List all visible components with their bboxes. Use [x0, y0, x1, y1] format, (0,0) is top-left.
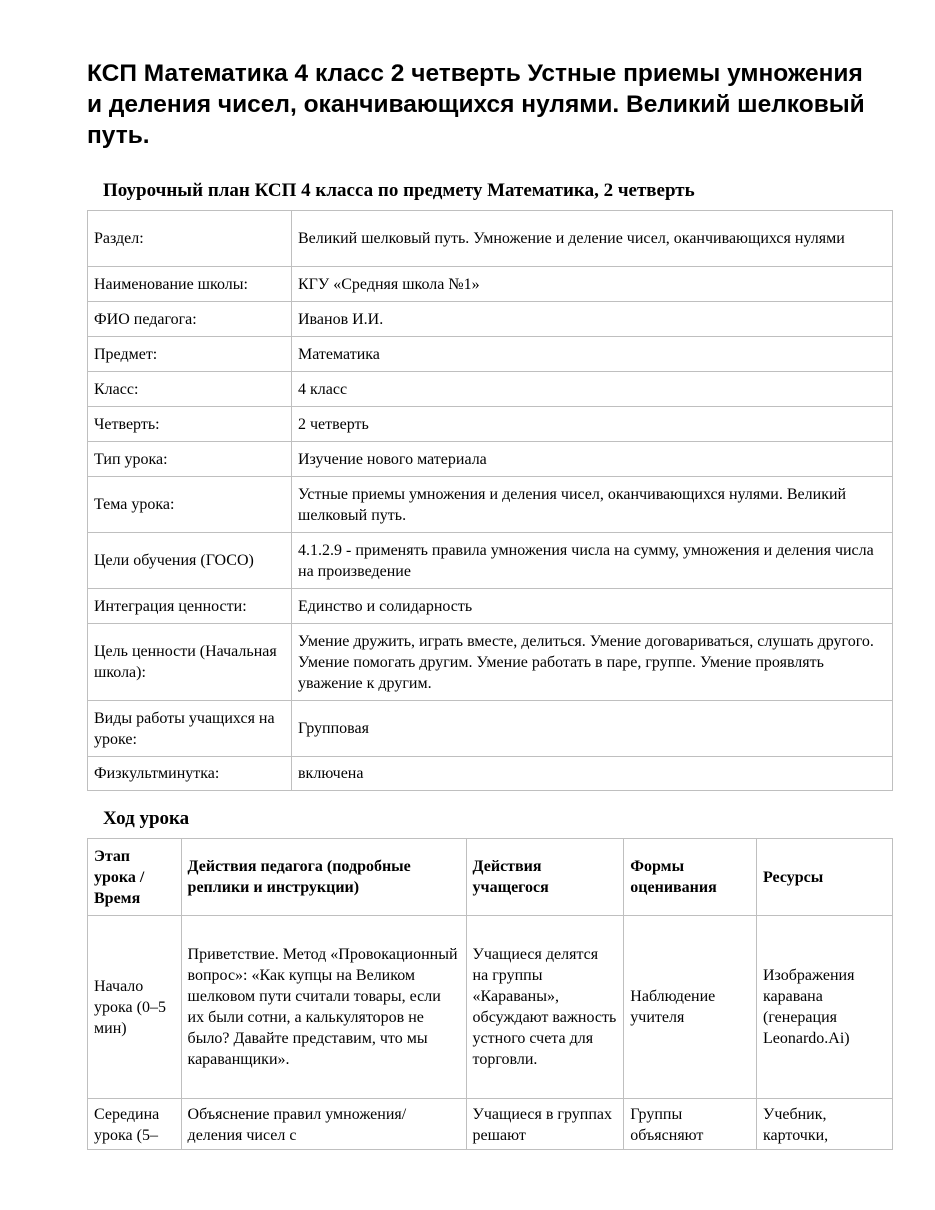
column-header-teacher-actions: Действия педагога (подробные реплики и инструкции) — [181, 839, 466, 916]
info-label: Четверть: — [88, 407, 292, 442]
table-row — [88, 1099, 893, 1150]
column-header-stage: Этап урока / Время — [88, 839, 182, 916]
info-label: Тема урока: — [88, 477, 292, 533]
table-row — [88, 757, 893, 791]
student-actions-cell: Учащиеся в группах решают — [466, 1099, 624, 1150]
table-row — [88, 267, 893, 302]
info-value: Иванов И.И. — [292, 302, 893, 337]
table-row — [88, 477, 893, 533]
stage-cell: Середина урока (5– — [88, 1099, 182, 1150]
table-row — [88, 701, 893, 757]
info-label: Цель ценности (Начальная школа): — [88, 624, 292, 701]
plan-heading: Поурочный план КСП 4 класса по предмету Математика, 2 четверть — [103, 180, 695, 201]
teacher-actions-cell: Объяснение правил умножения/деления чисел с — [181, 1099, 466, 1150]
info-label: Интеграция ценности: — [88, 589, 292, 624]
stage-cell: Начало урока (0–5 мин) — [88, 916, 182, 1099]
table-row — [88, 372, 893, 407]
document-title: КСП Математика 4 класс 2 четверть Устные приемы умножения и деления чисел, оканчивающихся нулями. Великий шелковый путь. — [87, 60, 865, 149]
info-value: 4.1.2.9 - применять правила умножения числа на сумму, умножения и деления числа на произведение — [292, 533, 893, 589]
info-label: ФИО педагога: — [88, 302, 292, 337]
info-label: Класс: — [88, 372, 292, 407]
lesson-heading: Ход урока — [103, 808, 190, 829]
column-header-student-actions: Действия учащегося — [466, 839, 624, 916]
assessment-cell: Наблюдение учителя — [624, 916, 757, 1099]
info-label: Предмет: — [88, 337, 292, 372]
info-label: Тип урока: — [88, 442, 292, 477]
column-header-resources: Ресурсы — [756, 839, 892, 916]
info-value: Устные приемы умножения и деления чисел, оканчивающихся нулями. Великий шелковый путь. — [292, 477, 893, 533]
table-row — [88, 407, 893, 442]
info-label: Цели обучения (ГОСО) — [88, 533, 292, 589]
resources-cell: Изображения каравана (генерация Leonardo.Ai) — [756, 916, 892, 1099]
info-value: 2 четверть — [292, 407, 893, 442]
info-label: Виды работы учащихся на уроке: — [88, 701, 292, 757]
table-row — [88, 337, 893, 372]
info-value: включена — [292, 757, 893, 791]
table-header-row — [88, 839, 893, 916]
assessment-cell: Группы объясняют — [624, 1099, 757, 1150]
info-value: Великий шелковый путь. Умножение и деление чисел, оканчивающихся нулями — [292, 211, 893, 267]
table-row — [88, 624, 893, 701]
table-row — [88, 442, 893, 477]
info-label: Физкультминутка: — [88, 757, 292, 791]
info-value: Изучение нового материала — [292, 442, 893, 477]
info-value: КГУ «Средняя школа №1» — [292, 267, 893, 302]
info-value: Математика — [292, 337, 893, 372]
resources-cell: Учебник, карточки, — [756, 1099, 892, 1150]
info-value: Единство и солидарность — [292, 589, 893, 624]
table-row — [88, 589, 893, 624]
info-value: Умение дружить, играть вместе, делиться. Умение договариваться, слушать другого. Умение помогать другим. Умение работать в паре, группе. Умение проявлять уважение к другим. — [292, 624, 893, 701]
info-value: Групповая — [292, 701, 893, 757]
info-label: Раздел: — [88, 211, 292, 267]
info-value: 4 класс — [292, 372, 893, 407]
table-row — [88, 533, 893, 589]
table-row — [88, 211, 893, 267]
table-row — [88, 916, 893, 1099]
lesson-flow-table — [87, 838, 893, 1150]
table-row — [88, 302, 893, 337]
column-header-assessment: Формы оценивания — [624, 839, 757, 916]
info-label: Наименование школы: — [88, 267, 292, 302]
student-actions-cell: Учащиеся делятся на группы «Караваны», обсуждают важность устного счета для торговли. — [466, 916, 624, 1099]
lesson-info-table — [87, 210, 893, 791]
teacher-actions-cell: Приветствие. Метод «Провокационный вопрос»: «Как купцы на Великом шелковом пути считали товары, если их были сотни, а калькуляторов не было? Давайте представим, что мы караванщики». — [181, 916, 466, 1099]
